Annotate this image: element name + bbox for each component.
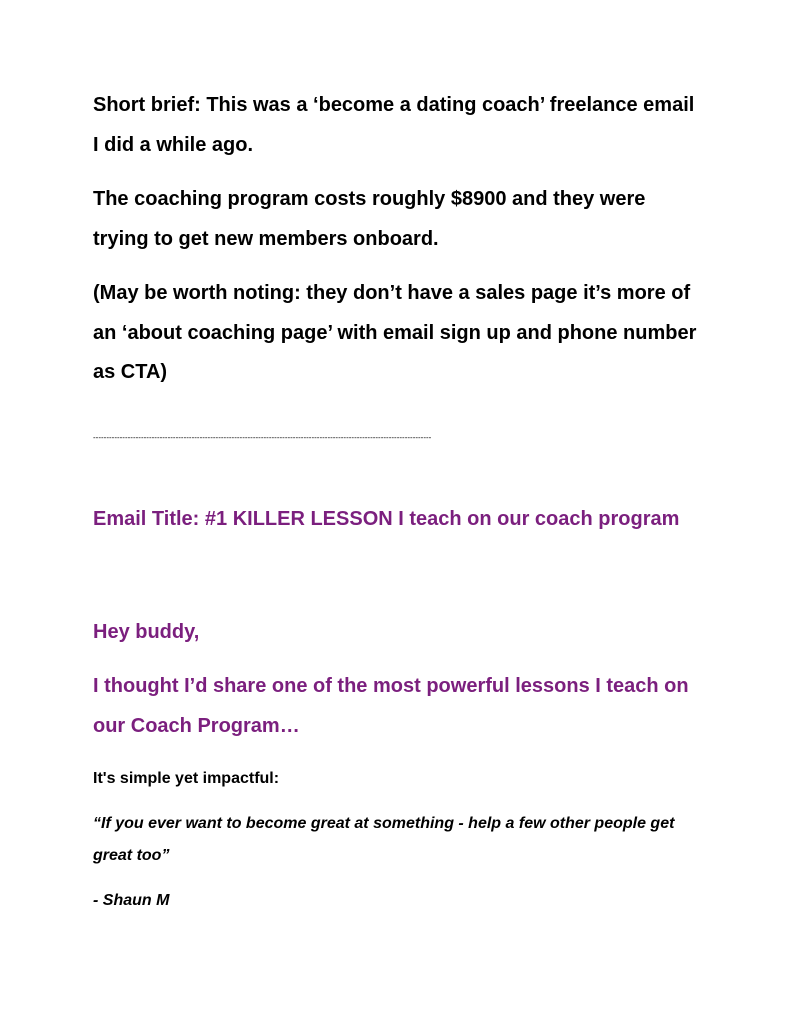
section-divider: ------------------------------------------------------------------------------------------------------------------------------- (93, 433, 432, 442)
quote-attribution: - Shaun M (93, 892, 170, 909)
quote-text: “If you ever want to become great at something - help a few other people get great too” (93, 815, 675, 864)
brief-paragraph: Short brief: This was a ‘become a dating coach’ freelance email I did a while ago. (93, 94, 695, 156)
email-title: Email Title: #1 KILLER LESSON I teach on our coach program (93, 508, 680, 530)
email-greeting: Hey buddy, (93, 621, 200, 643)
brief-paragraph: The coaching program costs roughly $8900 and they were trying to get new members onboard. (93, 188, 646, 250)
quote-lead-in: It's simple yet impactful: (93, 770, 280, 787)
brief-paragraph: (May be worth noting: they don’t have a sales page it’s more of an ‘about coaching page’ with email sign up and phone number as CTA) (93, 282, 697, 383)
email-intro: I thought I’d share one of the most powerful lessons I teach on our Coach Program… (93, 675, 689, 737)
